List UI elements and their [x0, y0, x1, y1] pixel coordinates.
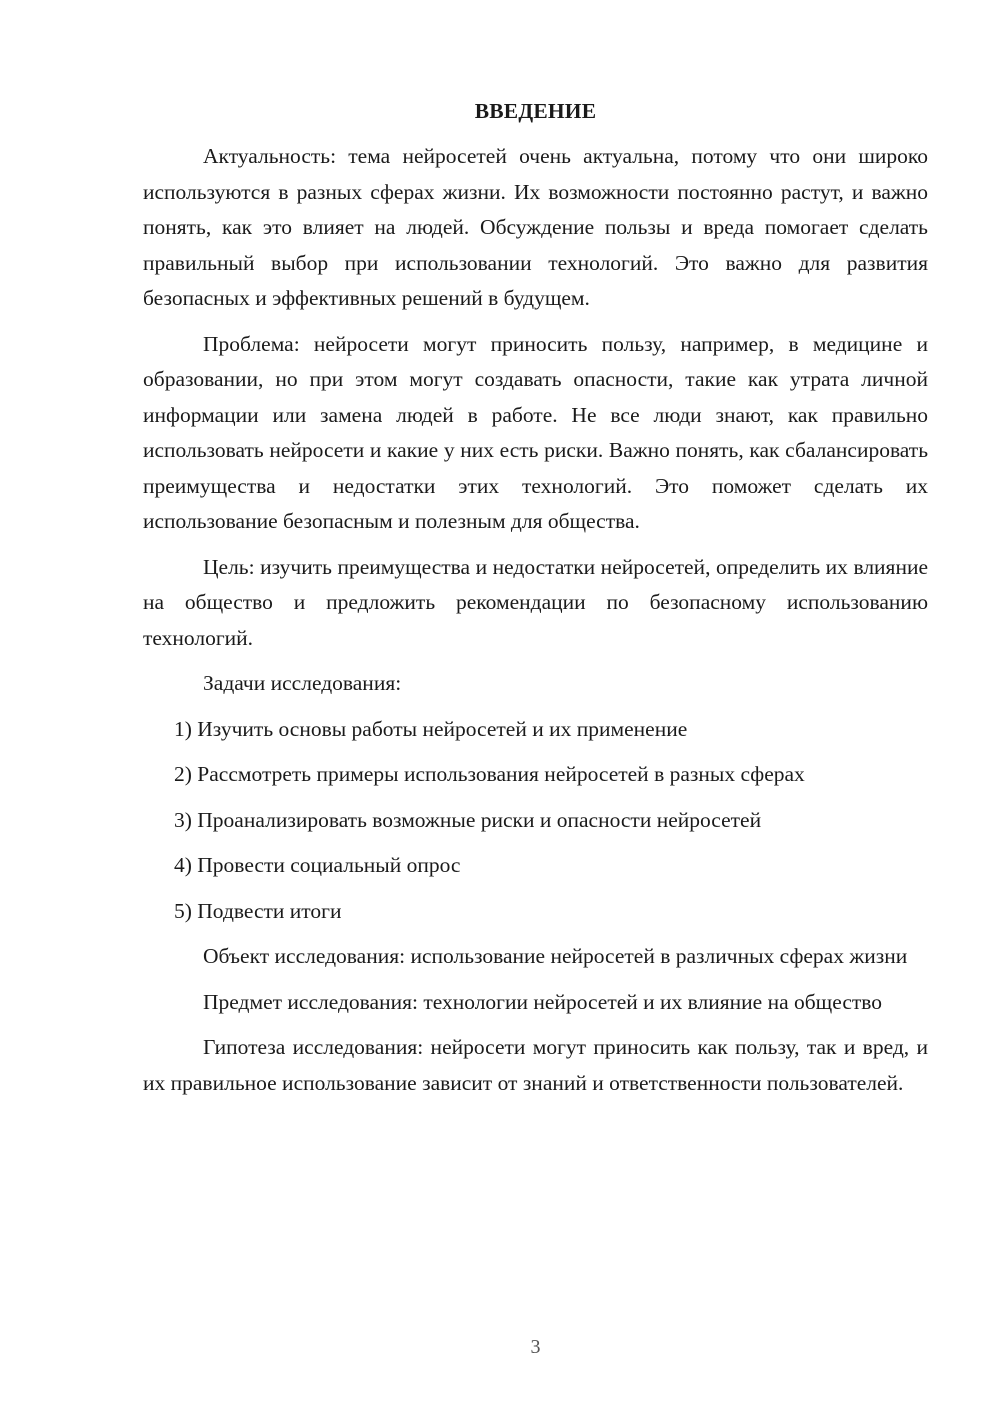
paragraph-relevance: Актуальность: тема нейросетей очень актуальна, потому что они широко используются в разных сферах жизни. Их возможности постоянно растут, и важно понять, как это влияет на людей. Обсуждение пользы и вреда помогает сделать правильный выбор при использовании технологий. Это важно для развития безопасных и эффективных решений в будущем.	[143, 144, 928, 310]
task-item: 2) Рассмотреть примеры использования нейросетей в разных сферах	[174, 762, 805, 786]
paragraph-object: Объект исследования: использование нейросетей в различных сферах жизни	[203, 944, 908, 968]
task-item: 1) Изучить основы работы нейросетей и их применение	[174, 716, 688, 741]
task-item: 5) Подвести итоги	[174, 898, 342, 923]
paragraph-subject: Предмет исследования: технологии нейросетей и их влияние на общество	[203, 989, 883, 1014]
page-title: ВВЕДЕНИЕ	[474, 99, 597, 123]
page-content	[143, 94, 928, 1111]
page-number: 3	[530, 1336, 541, 1358]
paragraph-problem: Проблема: нейросети могут приносить пользу, например, в медицине и образовании, но при этом могут создавать опасности, такие как утрата личной информации или замена людей в работе. Не все люди знают, как правильно использовать нейросети и какие у них есть риски. Важно понять, как сбалансировать преимущества и недостатки этих технологий. Это поможет сделать их использование безопасным и полезным для общества.	[143, 331, 928, 533]
paragraph-hypothesis: Гипотеза исследования: нейросети могут приносить как пользу, так и вред, и их правильное использование зависит от знаний и ответственности пользователей.	[143, 1035, 928, 1095]
task-item: 4) Провести социальный опрос	[174, 853, 461, 877]
task-item: 3) Проанализировать возможные риски и опасности нейросетей	[174, 807, 762, 832]
paragraph-goal: Цель: изучить преимущества и недостатки нейросетей, определить их влияние на общество и предложить рекомендации по безопасному использованию технологий.	[143, 554, 928, 650]
tasks-heading: Задачи исследования:	[203, 671, 402, 695]
